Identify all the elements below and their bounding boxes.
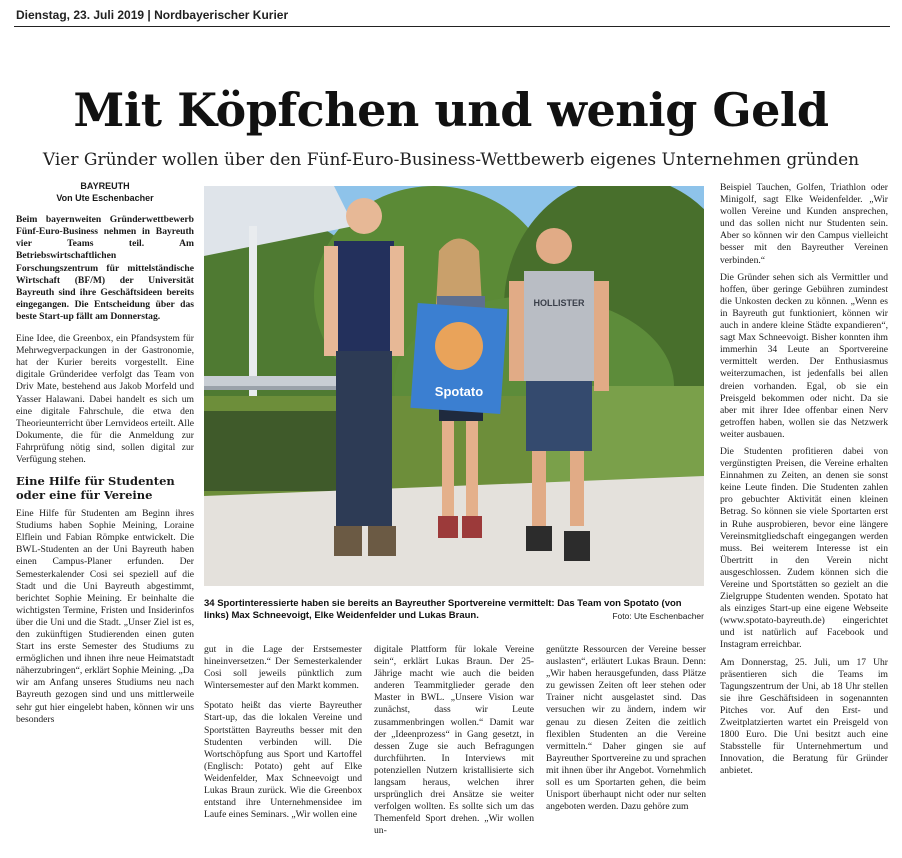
poster-text: Spotato	[434, 384, 484, 399]
body-paragraph-8: Die Gründer sehen sich als Vermittler und hoffen, über geringe Gebühren zumindest die Unkosten decken zu können. „Wenn es in Bayreuth gut funktioniert, können wir auch in andere kleine Städte expandieren“, sagt Max Schneevoigt. Bisher konnten ihm immerhin 34 Leute an Sportvereine vermittelt werden. Der Enthusiasmus weiterzumachen, ist jedenfalls bei allen dreien vorhanden. Egal, ob sie ein Preisgeld bekommen oder nicht. Da sie aber mit ihrer Idee offenbar einen Nerv getroffen haben, wollen sie das Netzwerk weiter ausbauen.	[720, 271, 888, 440]
column-4	[546, 644, 706, 854]
column-5	[720, 182, 888, 854]
header-rule	[14, 26, 890, 27]
body-paragraph-9: Die Studenten profitieren dabei von vergünstigten Preisen, die Vereine erhalten Einnahmen zu Zeiten, an denen sie sonst keine Leute finden. Die Studenten zahlen pro gebuchter Aktivität einen kleinen Betrag. So können sie viele Sportarten erst in Ruhe ausprobieren, bevor eine längere Vereinsmitgliedschaft eingegangen werden muss. Bei weiterem Interesse ist ein Übertritt in den Verein nicht ausgeschlossen. Zudem können sich die Vereine und Sportstätten so gezielt an die Zielgruppe Studenten wenden. Spotato hat als einziges Start-up eine eigene Webseite (www.spotato-bayreuth.de) eingerichtet und ist natürlich auf Facebook und Instagram erreichbar.	[720, 445, 888, 651]
column-1	[16, 180, 194, 850]
headline: Mit Köpfchen und wenig Geld	[73, 83, 829, 137]
body-paragraph-7: Beispiel Tauchen, Golfen, Triathlon oder Minigolf, sagt Elke Weidenfelder. „Wir wollen Vereine und Kunden ansprechen, und das sollen nicht nur Studenten sein. Aber so können wir den Campus vielleicht besser mit den Bayreuther Vereinen verbinden.“	[720, 182, 888, 266]
body-paragraph-2: Eine Hilfe für Studenten am Beginn ihres Studiums haben Sophie Meining, Loraine Elflein und Fabian Römpke entwickelt. Die BWL-Studenten an der Uni Bayreuth haben einen Campus-Planer erfunden. Der Semesterkalender Cosi sei speziell auf die Stadt und die Uni Bayreuth abgestimmt, berichtet Sophie Meining. Er beinhalte die wichtigsten Termine, Fristen und Insiderinfos über die Uni und die Stadt. „Unser Ziel ist es, den zukünftigen Studierenden einen guten Start ins erste Semester des Studiums zu ermöglichen und ihnen ihre neue Heimatstadt näherzubringen“, erklärt Sophie Meining. „Da wir am Anfang unseres Studiums neu nach Bayreuth gezogen sind und uns mittlerweile sehr gut hier eingelebt haben, können wir uns besonders	[16, 508, 194, 725]
column-3	[374, 644, 534, 854]
body-paragraph-10: Am Donnerstag, 25. Juli, um 17 Uhr präsentieren sich die Teams im Tagungszentrum der Uni, ab 18 Uhr stellen sie ihre Geschäftsideen in sogenannten Pitches vor. Auf den Erst- und Zweitplatzierten wartet ein Preisgeld von 1800 Euro. Die Uni besitzt auch eine Stabsstelle für Unternehmertum und Innovation, die Beratung für Gründer anbietet.	[720, 656, 888, 777]
body-paragraph-6: genützte Ressourcen der Vereine besser auslasten“, erläutert Lukas Braun. Denn: „Wir haben herausgefunden, dass Plätze zu gewissen Zeiten oft leer stehen oder Trainer nicht ausgelastet sind. Das versuchen wir zu ändern, indem wir genau zu diesen Zeiten die zeitlich flexiblen Studenten an die Vereine vermitteln.“ Daher gingen sie auf Bayreuther Sportvereine zu und sprachen mit ihnen über ihr Angebot. Vornehmlich soll es um Sportarten gehen, die beim Unisport überhaupt nicht oder nur selten angeboten werden. Dazu gehöre zum	[546, 644, 706, 813]
subhead: Vier Gründer wollen über den Fünf-Euro-Business-Wettbewerb eigenes Unternehmen gründen	[42, 150, 860, 170]
body-paragraph-4: Spotato heißt das vierte Bayreuther Start-up, das die lokalen Vereine und Sportstätten Bayreuths besser mit den Studenten verbinden will. Die Wortschöpfung aus Sport und Kartoffel (Englisch: Potato) geht auf Elke Weidenfelder, Max Schneevoigt und Lukas Braun zurück. Wie die Greenbox entstand ihre Unternehmensidee im Laufe eines Seminars. „Wir wollen eine	[204, 700, 362, 821]
body-paragraph-3: gut in die Lage der Erstsemester hineinversetzen.“ Der Semesterkalender Cosi soll jeweils pünktlich zum Wintersemester auf den Markt kommen.	[204, 644, 362, 692]
body-paragraph-1: Eine Idee, die Greenbox, ein Pfandsystem für Mehrwegverpackungen in der Gastronomie, hat der Kurier bereits vorgestellt. Eine digitale Gründeridee verfolgt das Team von Driv Mate, bestehend aus Jakob Morfeld und Yasser Halawani. Dabei handelt es sich um eine digitale Fahrschule, die etwa den Theorieunterricht über Lernvideos erteilt. Alle Dokumente, die für die Anmeldung zur Fahrprüfung nötig sind, sollen digital zur Verfügung stehen.	[16, 333, 194, 465]
photo-caption: 34 Sportinteressierte haben sie bereits an Bayreuther Sportvereine vermittelt: Das Team von Spotato (von links) Max Schneevoigt, Elke Weidenfelder und Lukas Braun.	[204, 598, 682, 621]
article-photo	[204, 186, 704, 586]
section-subheading: Eine Hilfe für Studenten oder eine für Vereine	[16, 474, 175, 503]
shirt-text: HOLLISTER	[533, 298, 585, 308]
body-paragraph-5: digitale Plattform für lokale Vereine sein“, erklärt Lukas Braun. Der 25-Jährige macht wie auch die beiden anderen Teammitglieder gerade den Master in BWL. „Unsere Vision war zunächst, dass wir Leute zusammenbringen wollen.“ Damit war der „Ideenprozess“ in Gang gesetzt, in dessen Zuge sie auch Befragungen durchführten. In Interviews mit potenziellen Nutzern kristallisierte sich langsam heraus, welchen ihrer ursprünglich drei Ansätze sie weiter verfolgen wollten. Es sollte sich um das Themenfeld Sport drehen. „Wir wollen un-	[374, 644, 534, 837]
author-byline: Von Ute Eschenbacher	[56, 193, 154, 204]
location-label: BAYREUTH	[80, 181, 130, 191]
lead-paragraph: Beim bayernweiten Gründerwettbewerb Fünf-Euro-Business nehmen in Bayreuth vier Teams teil. Am Betriebswirtschaftlichen Forschungszentrum für mittelständische Wirtschaft (BF/M) der Universität Bayreuth sind ihre Geschäftsideen bereits eingegangen. Die Entscheidung über das beste Start-up fällt am Donnerstag.	[16, 214, 194, 322]
column-2	[204, 644, 362, 854]
photo-scene	[204, 186, 704, 586]
photo-credit: Foto: Ute Eschenbacher	[612, 611, 704, 621]
page-header-dateline: Dienstag, 23. Juli 2019 | Nordbayerischer Kurier	[16, 8, 289, 22]
